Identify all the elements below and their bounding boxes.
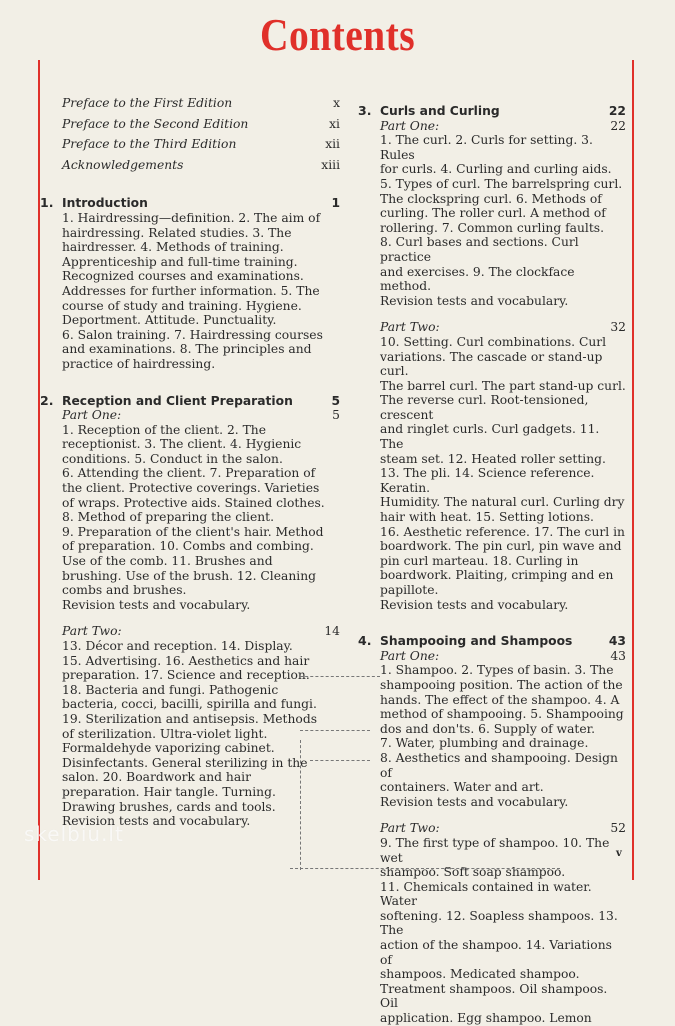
chapter-title: Reception and Client Preparation bbox=[62, 393, 293, 408]
contents-line: salon. 20. Boardwork and hair bbox=[62, 770, 251, 785]
preface-entry bbox=[62, 158, 340, 173]
contents-line: Treatment shampoos. Oil shampoos. Oil bbox=[380, 981, 608, 1011]
preface-label: Preface to the First Edition bbox=[62, 96, 233, 110]
contents-line: bacteria, cocci, bacilli, spirilla and fungi. bbox=[62, 697, 317, 712]
contents-line: 5. Types of curl. The barrelspring curl. bbox=[380, 176, 623, 191]
part-label: Part One: bbox=[62, 408, 122, 423]
chapter-heading bbox=[380, 104, 626, 119]
contents-line: the client. Protective coverings. Varieties bbox=[62, 481, 320, 496]
contents-line: 19. Sterilization and antisepsis. Methods bbox=[62, 711, 318, 726]
contents-line: Deportment. Attitude. Punctuality. bbox=[62, 313, 277, 328]
chapter-number: 4. bbox=[358, 633, 372, 649]
preface-page: x bbox=[333, 96, 340, 110]
chapter-page: 22 bbox=[608, 104, 626, 118]
contents-line: preparation. Hair tangle. Turning. bbox=[62, 784, 276, 799]
contents-line: for curls. 4. Curling and curling aids. bbox=[380, 162, 612, 177]
contents-line: Humidity. The natural curl. Curling dry bbox=[380, 495, 625, 510]
contents-line: hair with heat. 15. Setting lotions. bbox=[380, 510, 594, 525]
contents-line: 1. Reception of the client. 2. The bbox=[62, 422, 266, 437]
part-gap bbox=[380, 308, 626, 320]
part-page: 14 bbox=[324, 624, 340, 639]
contents-line: containers. Water and art. bbox=[380, 780, 544, 795]
contents-line: boardwork. The pin curl, pin wave and bbox=[380, 539, 622, 554]
chapter-entry bbox=[358, 633, 626, 1026]
contents-line: Drawing brushes, cards and tools. bbox=[62, 799, 276, 814]
chapter-entry bbox=[358, 103, 626, 612]
contents-line: Recognized courses and examinations. bbox=[62, 269, 304, 284]
preface-list bbox=[62, 96, 340, 172]
part-heading bbox=[62, 624, 340, 639]
chapter-page: 43 bbox=[608, 634, 626, 649]
part-page: 22 bbox=[610, 118, 626, 133]
contents-line: brushing. Use of the brush. 12. Cleaning bbox=[62, 568, 316, 583]
contents-line: curling. The roller curl. A method of bbox=[380, 206, 606, 221]
handwritten-mark bbox=[300, 740, 301, 870]
watermark: skelbiu.lt bbox=[24, 822, 124, 846]
handwritten-mark bbox=[300, 730, 370, 731]
part-heading bbox=[62, 408, 340, 423]
contents-line: dos and don'ts. 6. Supply of water. bbox=[380, 721, 596, 736]
contents-line: 16. Aesthetic reference. 17. The curl in bbox=[380, 524, 625, 539]
contents-line: 6. Salon training. 7. Hairdressing courses bbox=[62, 327, 323, 342]
contents-line: Revision tests and vocabulary. bbox=[62, 814, 251, 829]
preface-entry bbox=[62, 137, 340, 152]
chapter-page: 5 bbox=[331, 393, 340, 408]
contents-line: Disinfectants. General sterilizing in the bbox=[62, 755, 308, 770]
contents-line: rollering. 7. Common curling faults. bbox=[380, 220, 604, 235]
contents-line: hands. The effect of the shampoo. 4. A bbox=[380, 692, 620, 707]
contents-line: shampooing position. The action of the bbox=[380, 677, 623, 692]
contents-line: 8. Curl bases and sections. Curl practice bbox=[380, 235, 579, 264]
contents-line: 1. Hairdressing—definition. 2. The aim of bbox=[62, 210, 321, 225]
contents-line: Formaldehyde vaporizing cabinet. bbox=[62, 741, 275, 756]
contents-line: of preparation. 10. Combs and combing. bbox=[62, 539, 314, 554]
contents-line: preparation. 17. Science and reception. bbox=[62, 668, 310, 683]
contents-line: softening. 12. Soapless shampoos. 13. The bbox=[380, 908, 618, 938]
contents-line: 11. Chemicals contained in water. Water bbox=[380, 879, 592, 909]
contents-line: shampoos. Medicated shampoo. bbox=[380, 967, 580, 982]
chapter-heading bbox=[62, 196, 340, 211]
part-label: Part Two: bbox=[380, 821, 440, 836]
contents-line: Revision tests and vocabulary. bbox=[62, 597, 251, 612]
contents-line: 8. Method of preparing the client. bbox=[62, 510, 275, 525]
part-heading bbox=[380, 119, 626, 134]
contents-line: Apprenticeship and full-time training. bbox=[62, 254, 298, 269]
contents-line: 1. The curl. 2. Curls for setting. 3. Rules bbox=[380, 133, 593, 162]
contents-line: 13. Décor and reception. 14. Display. bbox=[62, 639, 293, 653]
preface-label: Preface to the Second Edition bbox=[62, 116, 249, 131]
contents-line: of sterilization. Ultra-violet light. bbox=[62, 726, 268, 741]
page-title: Contents bbox=[259, 9, 416, 60]
part-label: Part Two: bbox=[380, 320, 440, 335]
chapter-title: Curls and Curling bbox=[380, 104, 500, 118]
contents-line: Revision tests and vocabulary. bbox=[380, 794, 569, 809]
preface-label: Acknowledgements bbox=[62, 157, 184, 172]
contents-line: Addresses for further information. 5. The bbox=[62, 283, 320, 298]
contents-line: 1. Shampoo. 2. Types of basin. 3. The bbox=[380, 663, 614, 678]
contents-line: Revision tests and vocabulary. bbox=[380, 293, 569, 308]
handwritten-mark bbox=[290, 868, 560, 869]
contents-line: 9. Preparation of the client's hair. Method bbox=[62, 524, 324, 539]
handwritten-mark bbox=[300, 676, 380, 677]
preface-entry bbox=[62, 96, 340, 111]
part-page: 52 bbox=[610, 821, 626, 836]
contents-line: steam set. 12. Heated roller setting. bbox=[380, 451, 606, 466]
right-margin-rule bbox=[632, 60, 634, 880]
contents-line: conditions. 5. Conduct in the salon. bbox=[62, 451, 283, 466]
chapter-entry bbox=[40, 392, 340, 829]
contents-line: 10. Setting. Curl combinations. Curl bbox=[380, 334, 607, 349]
contents-line: The barrel curl. The part stand-up curl. bbox=[380, 378, 626, 393]
contents-line: practice of hairdressing. bbox=[62, 356, 216, 371]
page-folio: v bbox=[616, 848, 622, 859]
contents-line: pin curl marteau. 18. Curling in bbox=[380, 553, 579, 568]
chapter-entry bbox=[40, 195, 340, 371]
contents-line: action of the shampoo. 14. Variations of bbox=[380, 938, 612, 967]
part-page: 5 bbox=[332, 408, 340, 423]
part-heading bbox=[380, 821, 626, 836]
part-label: Part One: bbox=[380, 118, 440, 133]
contents-line: boardwork. Plaiting, crimping and en bbox=[380, 568, 614, 583]
contents-line: 6. Attending the client. 7. Preparation of bbox=[62, 466, 316, 481]
contents-line: receptionist. 3. The client. 4. Hygienic bbox=[62, 437, 302, 452]
left-margin-rule bbox=[38, 60, 40, 880]
chapter-page: 1 bbox=[331, 196, 340, 211]
preface-page: xi bbox=[329, 116, 340, 131]
part-label: Part One: bbox=[380, 648, 440, 663]
contents-line: variations. The cascade or stand-up curl. bbox=[380, 349, 603, 379]
contents-line: Use of the comb. 11. Brushes and bbox=[62, 554, 273, 569]
contents-line: Revision tests and vocabulary. bbox=[380, 597, 569, 612]
preface-page: xiii bbox=[321, 157, 340, 172]
chapter-number: 2. bbox=[40, 392, 54, 408]
contents-line: 8. Aesthetics and shampooing. Design of bbox=[380, 750, 618, 780]
chapter-title: Introduction bbox=[62, 196, 148, 211]
part-page: 43 bbox=[610, 648, 626, 663]
contents-line: and ringlet curls. Curl gadgets. 11. The bbox=[380, 422, 600, 452]
contents-line: and exercises. 9. The clockface method. bbox=[380, 264, 575, 294]
preface-page: xii bbox=[325, 137, 340, 152]
contents-line: course of study and training. Hygiene. bbox=[62, 298, 302, 313]
contents-line: hairdressing. Related studies. 3. The bbox=[62, 225, 292, 240]
contents-line: shampoo. Soft soap shampoo. bbox=[380, 865, 566, 880]
left-column bbox=[40, 96, 340, 829]
contents-line: combs and brushes. bbox=[62, 583, 187, 598]
part-heading bbox=[380, 649, 626, 664]
contents-line: 13. The pli. 14. Science reference. Keratin. bbox=[380, 466, 595, 495]
part-page: 32 bbox=[610, 320, 626, 335]
contents-line: hairdresser. 4. Methods of training. bbox=[62, 240, 284, 255]
preface-entry bbox=[62, 117, 340, 132]
chapter-heading bbox=[62, 394, 340, 409]
chapter-heading bbox=[380, 634, 626, 649]
contents-line: of wraps. Protective aids. Stained clothes. bbox=[62, 495, 325, 510]
part-gap bbox=[380, 809, 626, 821]
contents-line: 9. The first type of shampoo. 10. The wet bbox=[380, 835, 610, 865]
contents-line: 18. Bacteria and fungi. Pathogenic bbox=[62, 682, 279, 697]
contents-line: 7. Water, plumbing and drainage. bbox=[380, 736, 589, 751]
contents-line: and examinations. 8. The principles and bbox=[62, 342, 312, 357]
part-gap bbox=[62, 612, 340, 624]
part-heading bbox=[380, 320, 626, 335]
contents-line: The reverse curl. Root-tensioned, crescent bbox=[380, 393, 589, 422]
chapter-title: Shampooing and Shampoos bbox=[380, 634, 573, 649]
contents-line: application. Egg shampoo. Lemon bbox=[380, 1011, 592, 1026]
contents-line: method of shampooing. 5. Shampooing bbox=[380, 707, 624, 722]
handwritten-mark bbox=[310, 760, 370, 761]
chapter-number: 3. bbox=[358, 103, 372, 118]
contents-line: 15. Advertising. 16. Aesthetics and hair bbox=[62, 653, 310, 668]
contents-line: The clockspring curl. 6. Methods of bbox=[380, 191, 602, 206]
part-label: Part Two: bbox=[62, 624, 122, 639]
preface-label: Preface to the Third Edition bbox=[62, 137, 237, 152]
chapter-number: 1. bbox=[40, 195, 54, 211]
right-column bbox=[358, 103, 626, 1026]
contents-line: papillote. bbox=[380, 583, 439, 597]
